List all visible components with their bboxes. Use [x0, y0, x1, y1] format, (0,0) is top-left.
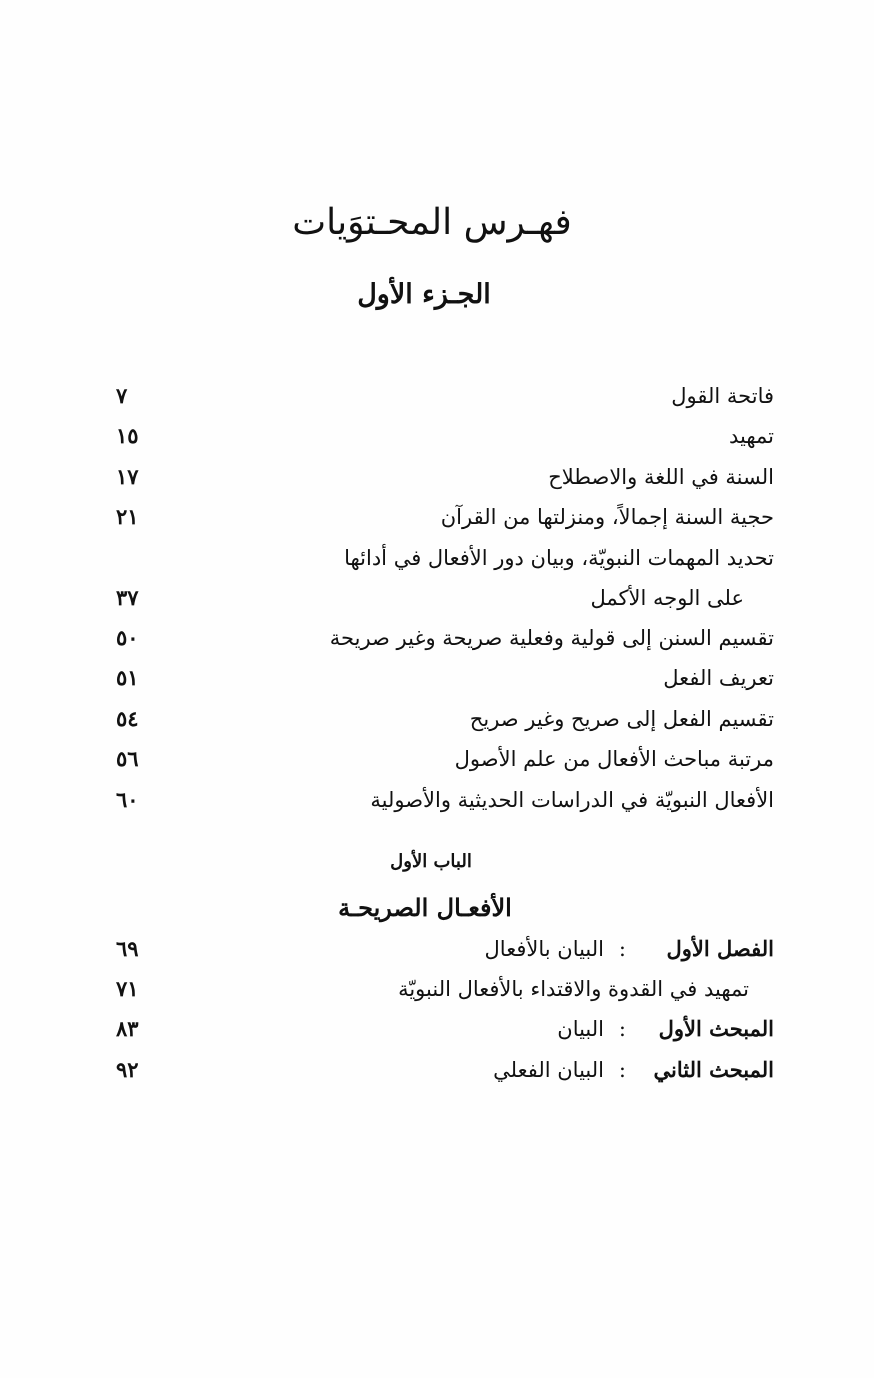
toc-entry-page: ٥٠ — [116, 625, 139, 650]
chapter-entry — [0, 969, 874, 1009]
chapter-title: البيان الفعلي — [493, 1058, 604, 1082]
chapter-colon: : — [618, 937, 626, 961]
chapter-colon: : — [618, 1058, 626, 1082]
chapter-entry — [0, 929, 874, 969]
chapter-page: ٨٣ — [116, 1016, 139, 1041]
part-heading — [0, 273, 874, 317]
page-title — [0, 193, 874, 253]
toc-entry-title: حجية السنة إجمالاً، ومنزلتها من القرآن — [440, 505, 774, 529]
chapter-entry — [0, 1009, 874, 1049]
toc-entry — [0, 699, 874, 739]
toc-entry-page: ٧ — [116, 383, 128, 408]
chapter-colon: : — [618, 1017, 626, 1041]
toc-entry — [0, 658, 874, 698]
toc-entry-page: ٥٤ — [116, 706, 139, 731]
toc-entry — [0, 780, 874, 820]
section-label-text: الباب الأول — [390, 851, 472, 872]
toc-entry — [0, 739, 874, 779]
chapter-page: ٩٢ — [116, 1057, 139, 1082]
toc-entry-title: مرتبة مباحث الأفعال من علم الأصول — [454, 747, 774, 771]
part-heading-text: الجـزء الأول — [357, 279, 491, 310]
chapter-title: تمهيد في القدوة والاقتداء بالأفعال النبويّة — [398, 977, 749, 1001]
section-title — [0, 888, 874, 928]
toc-entry-title: تقسيم السنن إلى قولية وفعلية صريحة وغير صريحة — [329, 626, 774, 650]
toc-entry-title: تمهيد — [728, 424, 774, 448]
chapter-label: الفصل الأول — [666, 936, 774, 961]
toc-entry-continuation — [0, 578, 874, 618]
toc-entry-page: ٢١ — [116, 504, 139, 529]
toc-entry-page: ٣٧ — [116, 585, 139, 610]
toc-entry — [0, 538, 874, 578]
chapter-title: البيان بالأفعال — [484, 937, 604, 961]
toc-entry-page: ٥١ — [116, 665, 139, 690]
chapter-label: المبحث الأول — [658, 1016, 774, 1041]
toc-entry — [0, 618, 874, 658]
chapter-label: المبحث الثاني — [653, 1057, 774, 1082]
section-title-text: الأفعـال الصريحـة — [338, 893, 512, 922]
toc-entry-page: ١٥ — [116, 423, 139, 448]
toc-entry-title: السنة في اللغة والاصطلاح — [548, 465, 774, 489]
toc-entry-page: ٦٠ — [116, 787, 139, 812]
toc-entry — [0, 457, 874, 497]
toc-entry-title: الأفعال النبويّة في الدراسات الحديثية والأصولية — [370, 788, 774, 812]
toc-entry-title: تقسيم الفعل إلى صريح وغير صريح — [469, 707, 774, 731]
chapter-entry — [0, 1050, 874, 1090]
toc-entry-title: على الوجه الأكمل — [590, 586, 744, 610]
chapter-page: ٧١ — [116, 976, 139, 1001]
toc-entry-title: تعريف الفعل — [663, 666, 774, 690]
toc-entry — [0, 376, 874, 416]
chapter-title: البيان — [557, 1017, 604, 1041]
toc-entry — [0, 416, 874, 456]
page-title-text: فهـرس المحـتوَيات — [292, 202, 572, 243]
section-label — [0, 846, 874, 878]
toc-entry — [0, 497, 874, 537]
toc-entry-page: ١٧ — [116, 464, 139, 489]
toc-entry-page: ٥٦ — [116, 746, 139, 771]
chapter-page: ٦٩ — [116, 936, 139, 961]
toc-entry-title: فاتحة القول — [671, 384, 774, 408]
toc-entry-title: تحديد المهمات النبويّة، وبيان دور الأفعال في أدائها — [344, 546, 774, 570]
